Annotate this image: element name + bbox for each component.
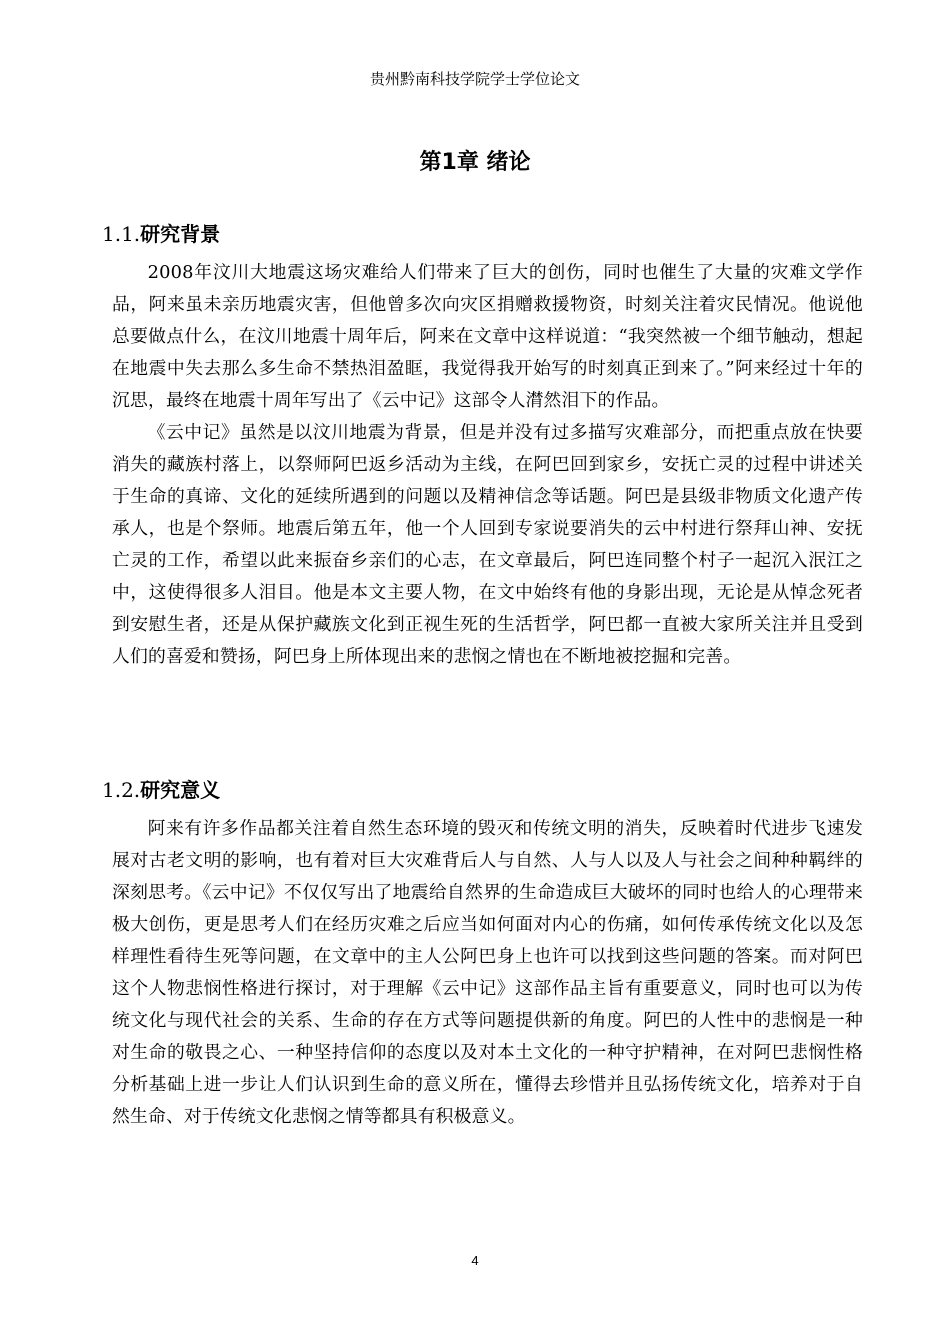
section-title: 研究背景: [140, 222, 221, 246]
paragraph: 《云中记》虽然是以汶川地震为背景，但是并没有过多描写灾难部分，而把重点放在快要消失的藏族村落上，以祭师阿巴返乡活动为主线，在阿巴回到家乡，安抚亡灵的过程中讲述关于生命的真谛、文化的延续所遇到的问题以及精神信念等话题。阿巴是县级非物质文化遗产传承人，也是个祭师。地震后第五年，他一个人回到专家说要消失的云中村进行祭拜山神、安抚亡灵的工作，希望以此来振奋乡亲们的心志，在文章最后，阿巴连同整个村子一起沉入泯江之中，这使得很多人泪目。他是本文主要人物，在文中始终有他的身影出现，无论是从悼念死者到安慰生者，还是从保护藏族文化到正视生死的生活哲学，阿巴都一直被大家所关注并且受到人们的喜爱和赞扬，阿巴身上所体现出来的悲悯之情也在不断地被挖掘和完善。: [112, 422, 863, 667]
section-research-background: [102, 219, 863, 673]
section-number: 1.2.: [102, 778, 141, 802]
chapter-title: 第1章 绪论: [419, 150, 531, 175]
paragraph: 阿来有许多作品都关注着自然生态环境的毁灭和传统文明的消失，反映着时代进步飞速发展对古老文明的影响，也有着对巨大灾难背后人与自然、人与人以及人与社会之间种种羁绊的深刻思考。《云中记》不仅仅写出了地震给自然界的生命造成巨大破坏的同时也给人的心理带来极大创伤，更是思考人们在经历灾难之后应当如何面对内心的伤痛，如何传承传统文化以及怎样理性看待生死等问题，在文章中的主人公阿巴身上也许可以找到这些问题的答案。而对阿巴这个人物悲悯性格进行探讨，对于理解《云中记》这部作品主旨有重要意义，同时也可以为传统文化与现代社会的关系、生命的存在方式等问题提供新的角度。阿巴的人性中的悲悯是一种对生命的敬畏之心、一种坚持信仰的态度以及对本土文化的一种守护精神，在对阿巴悲悯性格分析基础上进一步让人们认识到生命的意义所在，懂得去珍惜并且弘扬传统文化，培养对于自然生命、对于传统文化悲悯之情等都具有积极意义。: [112, 818, 863, 1127]
header-rule: [112, 96, 863, 97]
section-heading: [102, 219, 863, 249]
section-research-significance: [102, 775, 863, 1133]
section-title: 研究意义: [140, 778, 221, 802]
page-number: 4: [471, 1253, 479, 1268]
paragraph: 2008年汶川大地震这场灾难给人们带来了巨大的创伤，同时也催生了大量的灾难文学作品，阿来虽未亲历地震灾害，但他曾多次向灾区捐赠救援物资，时刻关注着灾民情况。他说他总要做点什么，在汶川地震十周年后，阿来在文章中这样说道：“我突然被一个细节触动，想起在地震中失去那么多生命不禁热泪盈眶，我觉得我开始写的时刻真正到来了。”阿来经过十年的沉思，最终在地震十周年写出了《云中记》这部令人潸然泪下的作品。: [112, 262, 863, 411]
section-number: 1.1.: [102, 222, 141, 246]
section-heading: [102, 775, 863, 805]
running-header: 贵州黔南科技学院学士学位论文: [369, 70, 580, 88]
